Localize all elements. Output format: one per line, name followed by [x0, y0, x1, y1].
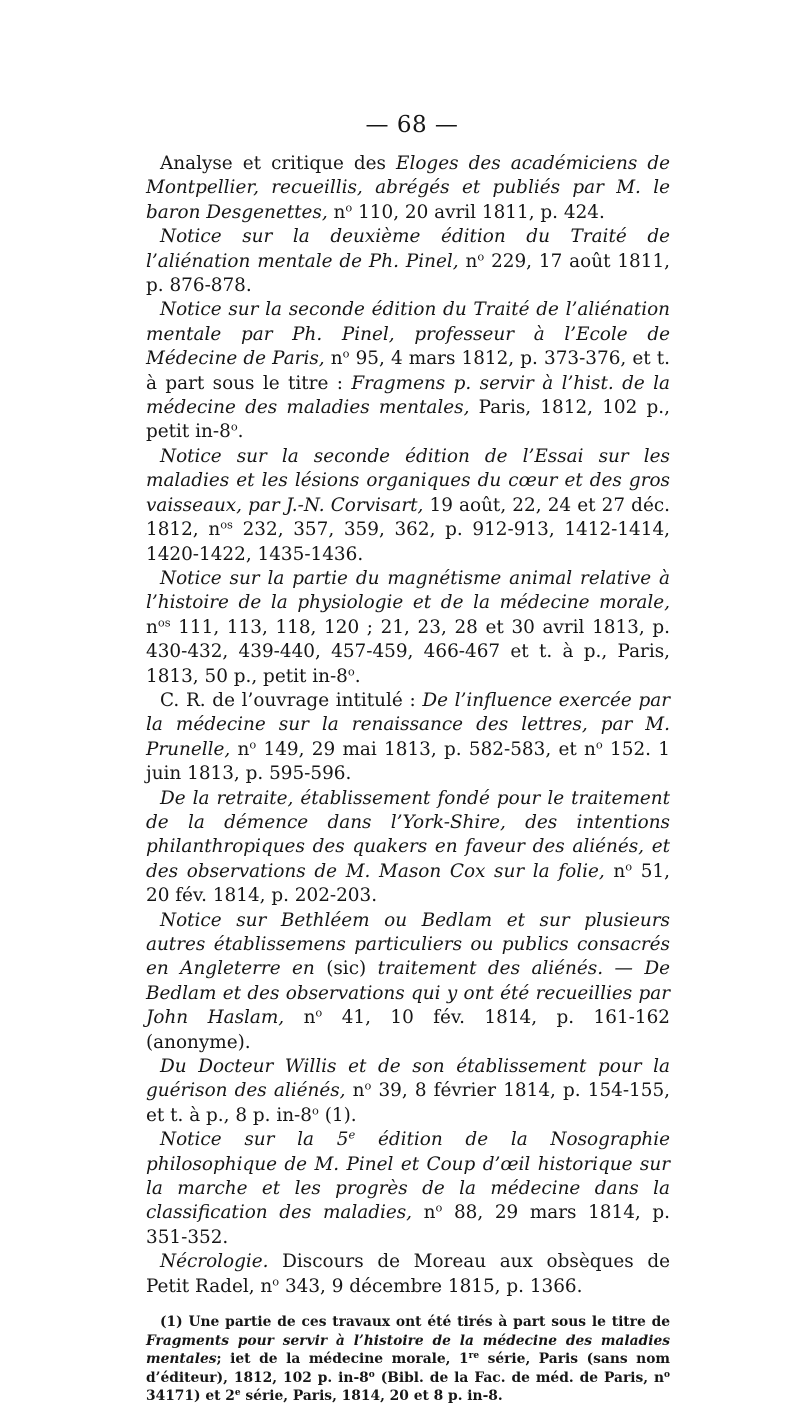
bibliography-entry: Notice sur la 5e édition de la Nosographie philosophique de M. Pinel et Coup d’œil historique sur la marche et les progrès de la médecine dans la classification des maladies, $n^o$ 88, 29 mars 1814, p. 351-352. [146, 1127, 670, 1248]
bibliography-entry: Notice sur la partie du magnétisme animal relative à l’histoire de la physiologie et de la médecine morale, $n^{os}$ 111, 113, 118, 120 ; 21, 23, 28 et 30 avril 1813, p. 430-432, 439-440, 457-459, 466-467 et t. à p., Paris, 1813, 50 p., petit in-8$^o$. [146, 567, 670, 687]
page [146, 112, 670, 1406]
bibliography-entry: Notice sur la seconde édition du Traité de l’aliénation mentale par Ph. Pinel, professeur à l’Ecole de Médecine de Paris, $n^o$ 95, 4 mars 1812, p. 373-376, et t. à part sous le titre : Fragmens p. servir à l’hist. de la médecine des maladies mentales, Paris, 1812, 102 p., petit in-8$^o$. [146, 299, 670, 443]
bibliography-entry: Notice sur la seconde édition de l’Essai sur les maladies et les lésions organiques du cœur et des gros vaisseaux, par J.-N. Corvisart, 19 août, 22, 24 et 27 déc. 1812, $n^{os}$ 232, 357, 359, 362, p. 912-913, 1412-1414, 1420-1422, 1435-1436. [146, 445, 671, 565]
bibliography-list [146, 152, 670, 1299]
bibliography-entry: Notice sur la deuxième édition du Traité de l’aliénation mentale de Ph. Pinel, $n^o$ 229, 17 août 1811, p. 876-878. [146, 226, 670, 297]
bibliography-entry: Analyse et critique des Eloges des académiciens de Montpellier, recueillis, abrégés et publiés par M. le baron Desgenettes, $n^o$ 110, 20 avril 1811, p. 424. [146, 153, 671, 223]
page-number: — 68 — [365, 112, 459, 138]
bibliography-entry: Notice sur Bethléem ou Bedlam et sur plusieurs autres établissemens particuliers ou publics consacrés en Angleterre en (sic) traitement des aliénés. — De Bedlam et des observations qui y ont été recueillies par John Haslam, $n^o$ 41, 10 fév. 1814, p. 161-162 (anonyme). [146, 909, 670, 1053]
bibliography-entry: Du Docteur Willis et de son établissement pour la guérison des aliénés, $n^o$ 39, 8 février 1814, p. 154-155, et t. à p., 8 p. in-8$^o$ (1). [146, 1056, 671, 1126]
bibliography-entry: Nécrologie. Discours de Moreau aux obsèques de Petit Radel, $n^o$ 343, 9 décembre 1815, p. 1366. [146, 1251, 670, 1297]
bibliography-entry: C. R. de l’ouvrage intitulé : De l’influence exercée par la médecine sur la renaissance des lettres, par M. Prunelle, $n^o$ 149, 29 mai 1813, p. 582-583, et $n^o$ 152. 1 juin 1813, p. 595-596. [146, 689, 670, 785]
bibliography-entry: De la retraite, établissement fondé pour le traitement de la démence dans l’York-Shire, des intentions philanthropiques des quakers en faveur des aliénés, et des observations de M. Mason Cox sur la folie, $n^o$ 51, 20 fév. 1814, p. 202-203. [146, 787, 670, 907]
footnote: (1) Une partie de ces travaux ont été tirés à part sous le titre de Fragments pour servir à l’histoire de la médecine des maladies mentales; iet de la médecine morale, 1re série, Paris (sans nom d’éditeur), 1812, 102 p. in-8$^o$ (Bibl. de la Fac. de méd. de Paris, $n^o$ 34171) et 2e série, Paris, 1814, 20 et 8 p. in-8. [146, 1314, 670, 1405]
